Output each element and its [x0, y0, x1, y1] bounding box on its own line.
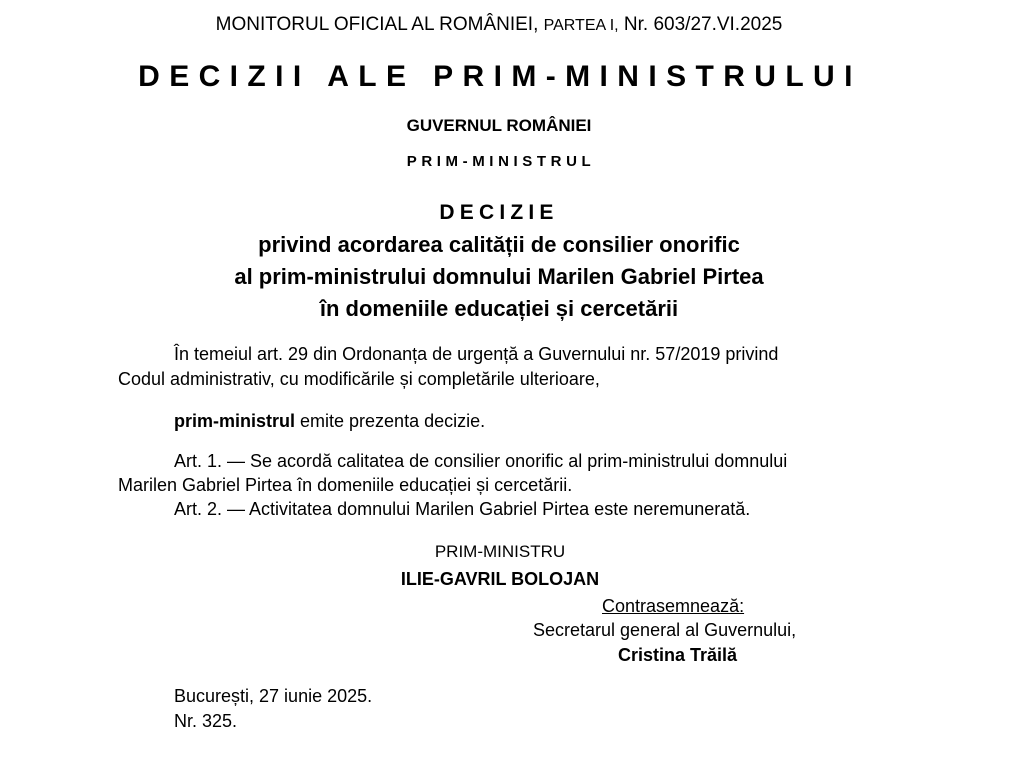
- issuer-government: GUVERNUL ROMÂNIEI: [406, 116, 592, 135]
- article-1-text: Art. 1. — Se acordă calitatea de consilier onorific al prim-ministrului domnului: [174, 451, 788, 471]
- issue-number: Nr. 603/27.VI.2025: [623, 14, 783, 35]
- official-gazette-header: [0, 14, 998, 36]
- article-2-text: Art. 2. — Activitatea domnului Marilen Gabriel Pirtea este neremunerată.: [174, 499, 751, 519]
- issuer-office: PRIM-MINISTRUL: [406, 153, 596, 170]
- preamble-text: Codul administrativ, cu modificările și completările ulterioare,: [118, 369, 600, 389]
- emits-statement: [174, 411, 485, 432]
- decision-title-line: al prim-ministrului domnului Marilen Gabriel Pirtea: [234, 264, 764, 289]
- countersign-role: Secretarul general al Guvernului,: [533, 620, 797, 640]
- emits-text: emite prezenta decizie.: [295, 411, 486, 431]
- decision-title-line: privind acordarea calității de consilier onorific: [258, 232, 740, 257]
- signatory-role: PRIM-MINISTRU: [434, 542, 566, 561]
- emits-subject: prim-ministrul: [174, 411, 296, 431]
- countersign-name: Cristina Trăilă: [618, 645, 738, 665]
- decision-label: DECIZIE: [439, 201, 559, 224]
- signatory-name: ILIE-GAVRIL BOLOJAN: [400, 569, 600, 589]
- publication-name: MONITORUL OFICIAL AL ROMÂNIEI,: [215, 14, 539, 35]
- section-title: DECIZII ALE PRIM-MINISTRULUI: [138, 60, 862, 93]
- decision-number: Nr. 325.: [174, 711, 238, 731]
- place-and-date: București, 27 iunie 2025.: [174, 686, 373, 706]
- preamble-text: În temeiul art. 29 din Ordonanța de urgență a Guvernului nr. 57/2019 privind: [174, 344, 779, 364]
- article-1-text: Marilen Gabriel Pirtea în domeniile educației și cercetării.: [118, 475, 573, 495]
- publication-part: PARTEA I,: [543, 17, 619, 34]
- countersign-label: Contrasemnează:: [602, 596, 745, 616]
- decision-title-line: în domeniile educației și cercetării: [319, 296, 679, 321]
